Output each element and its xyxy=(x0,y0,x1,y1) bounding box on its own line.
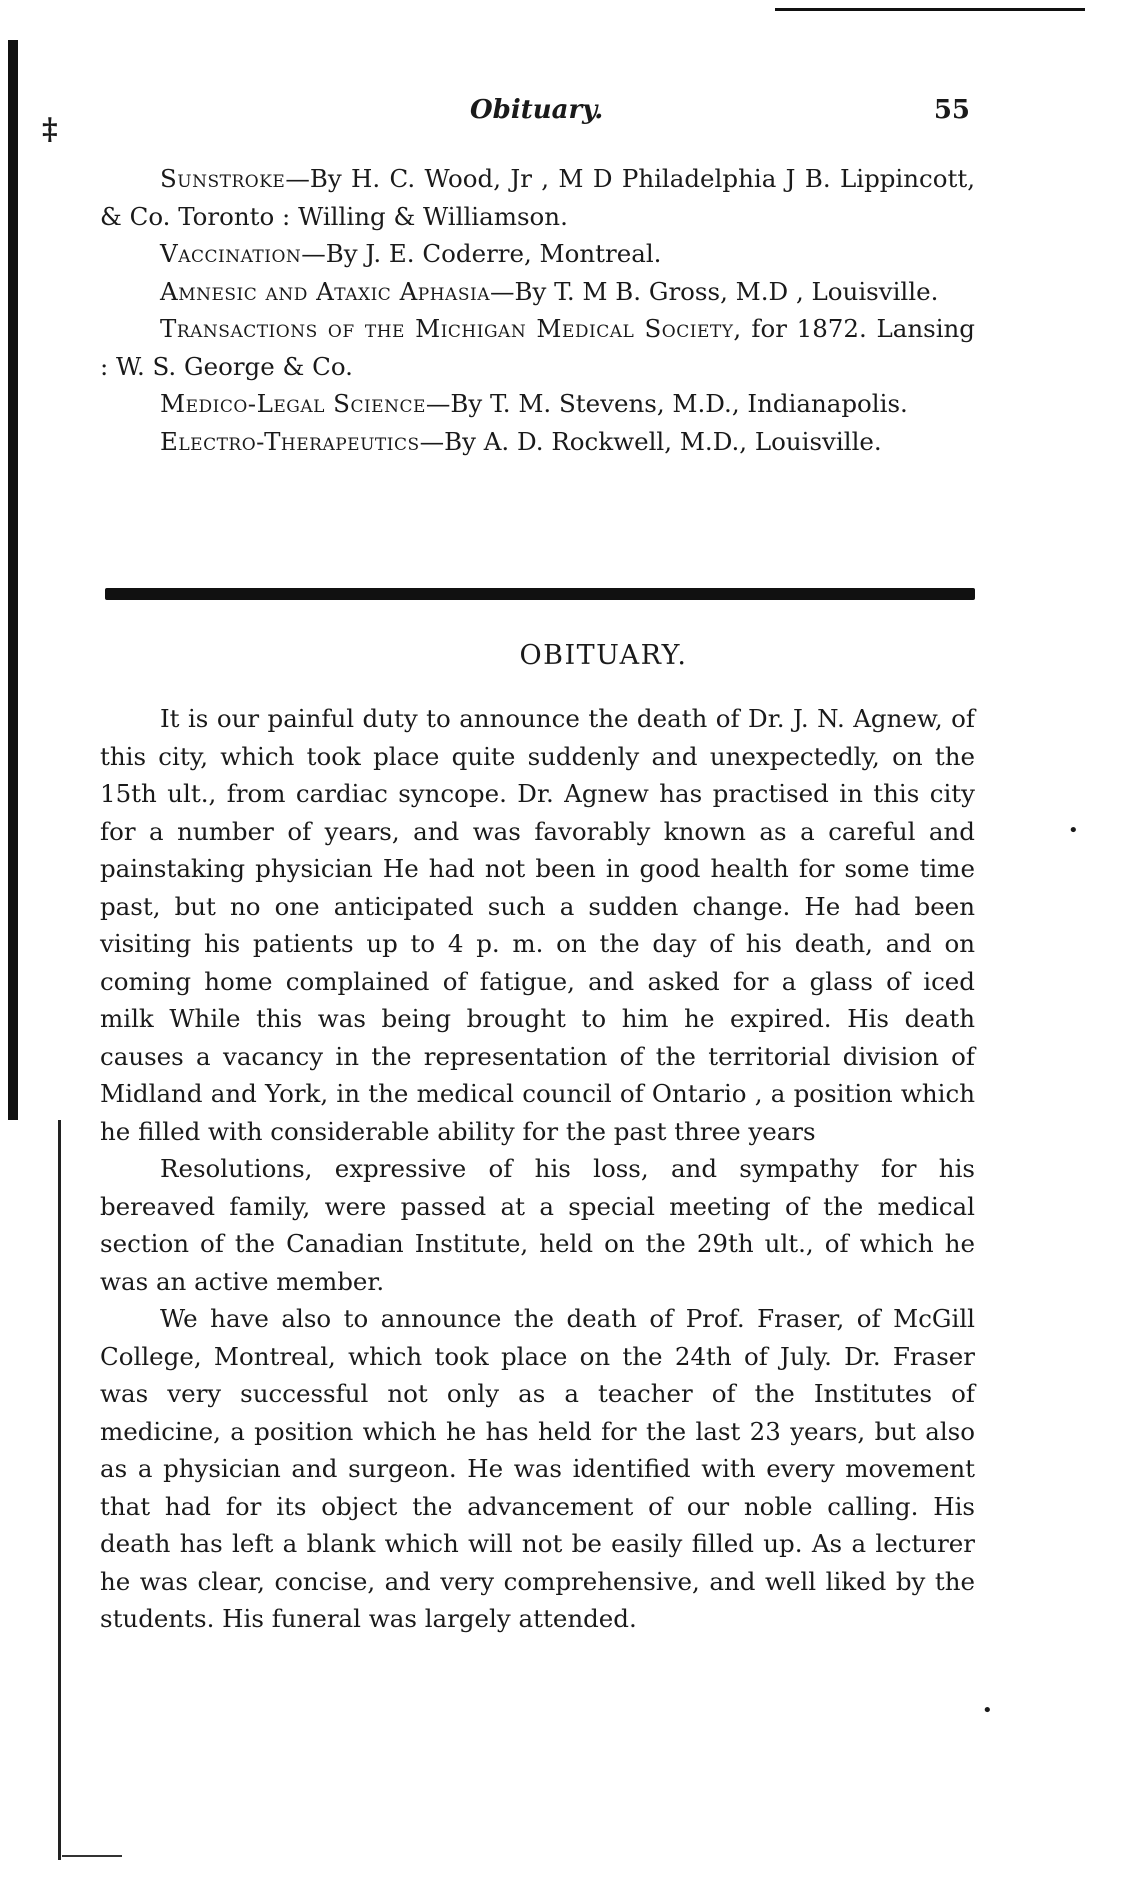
book-details: —By J. E. Coderre, Montreal. xyxy=(301,239,662,268)
scan-speck: • xyxy=(982,1700,993,1721)
scan-binding-edge-lower xyxy=(58,1120,61,1860)
scan-speck: • xyxy=(1068,820,1079,841)
book-title: Amnesic and Ataxic Aphasia xyxy=(160,276,490,306)
book-entry xyxy=(100,235,975,273)
book-details: —By T. M B. Gross, M.D , Louisville. xyxy=(489,276,939,306)
top-rule xyxy=(775,8,1085,11)
running-title: Obituary. xyxy=(470,95,604,125)
scan-binding-edge xyxy=(8,40,18,1120)
book-details: —By A. D. Rockwell, M.D., Louisville. xyxy=(419,426,882,456)
margin-mark: ‡ xyxy=(42,112,58,147)
page-header xyxy=(100,95,970,135)
book-title: Transactions of the Michigan Medical Society, xyxy=(160,314,742,343)
book-details: —By H. C. Wood, Jr , M D Philadelphia J B. Lippincott, & Co. Toronto : Willing & Williamson. xyxy=(100,164,975,231)
bottom-scan-mark xyxy=(62,1855,122,1857)
book-entry xyxy=(100,385,975,423)
obituary-heading: OBITUARY. xyxy=(519,640,688,671)
book-title: Medico-Legal Science xyxy=(160,389,426,418)
obituary-paragraph: We have also to announce the death of Prof. Fraser, of McGill College, Montreal, which took place on the 24th of July. Dr. Fraser was very successful not only as a teacher of the Institutes of medicine, a position which he has held for the last 23 years, but also as a physician and surgeon. He was identified with every movement that had for its object the advancement of our noble calling. His death has left a blank which will not be easily filled up. As a lecturer he was clear, concise, and very comprehensive, and well liked by the students. His funeral was largely attended. xyxy=(100,1304,975,1633)
book-title: Electro-Therapeutics xyxy=(160,426,420,456)
book-entry xyxy=(100,423,975,461)
book-details: —By T. M. Stevens, M.D., Indianapolis. xyxy=(425,389,908,418)
obituary-body xyxy=(100,700,975,1638)
book-entry xyxy=(100,273,975,311)
books-received-list xyxy=(100,160,975,460)
page-number: 55 xyxy=(933,95,970,125)
obituary-paragraph: It is our painful duty to announce the death of Dr. J. N. Agnew, of this city, which took place quite suddenly and unexpectedly, on the 15th ult., from cardiac syncope. Dr. Agnew has practised in this city for a number of years, and was favorably known as a careful and painstaking physician He had not been in good health for some time past, but no one anticipated such a sudden change. He had been visiting his patients up to 4 p. m. on the day of his death, and on coming home complained of fatigue, and asked for a glass of iced milk While this was being brought to him he expired. His death causes a vacancy in the representation of the territorial division of Midland and York, in the medical council of Ontario , a position which he filled with considerable ability for the past three years xyxy=(100,704,975,1146)
book-title: Sunstroke xyxy=(160,164,286,193)
book-entry xyxy=(100,310,975,385)
book-entry xyxy=(100,160,975,235)
section-divider xyxy=(105,588,975,600)
book-details: for 1872. Lansing : W. S. George & Co. xyxy=(100,314,975,381)
book-title: Vaccination xyxy=(160,239,302,268)
obituary-paragraph: Resolutions, expressive of his loss, and sympathy for his bereaved family, were passed at a special meeting of the medical section of the Canadian Institute, held on the 29th ult., of which he was an active member. xyxy=(100,1154,975,1296)
